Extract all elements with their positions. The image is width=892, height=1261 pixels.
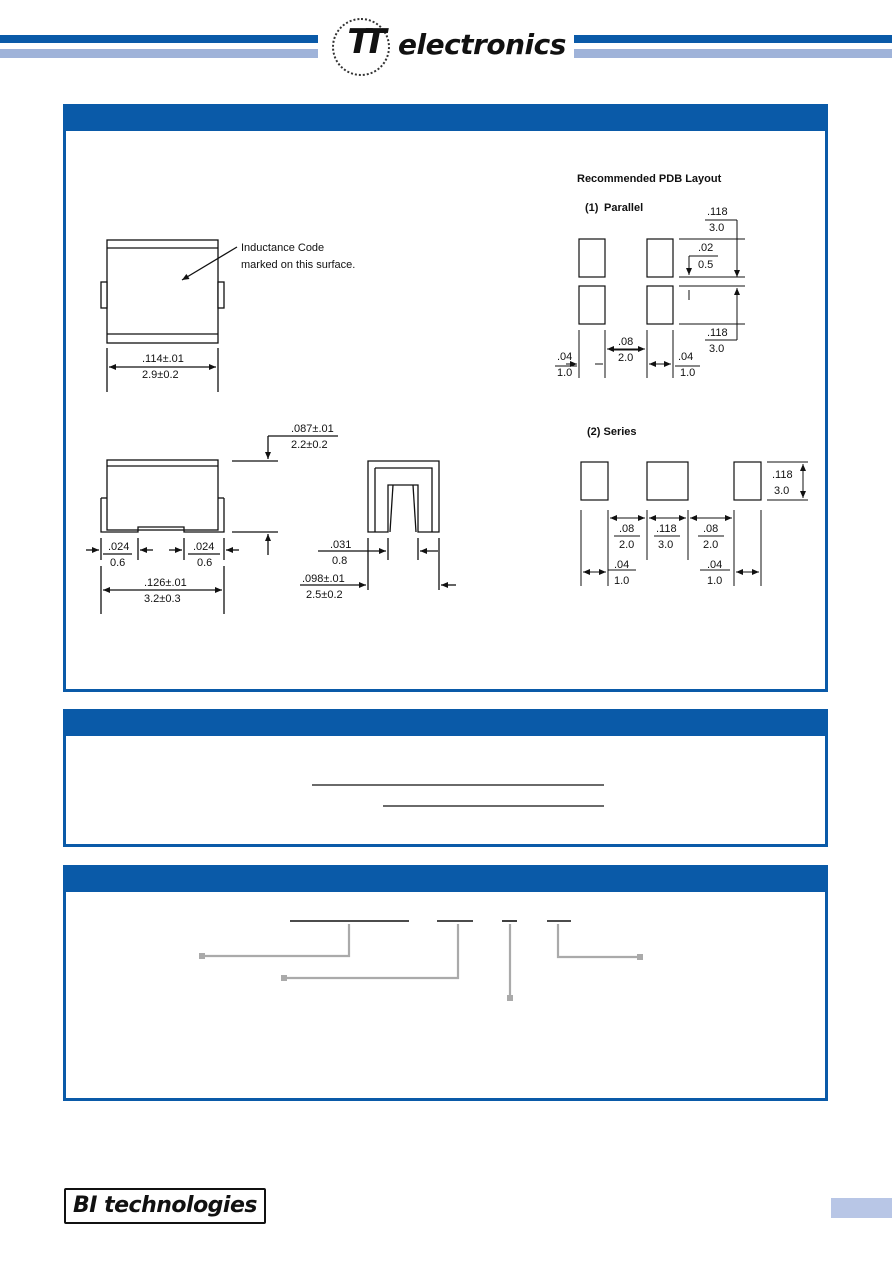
- ser-left-in: .04: [614, 559, 630, 571]
- par-left-in: .04: [557, 351, 573, 363]
- inductance-note-line2: marked on this surface.: [241, 259, 356, 271]
- ser-gap2-mm: 2.0: [703, 539, 719, 551]
- page-number-tab: [831, 1198, 892, 1218]
- tt-logo-mark: TT: [347, 22, 379, 62]
- leader-dot-2: [281, 975, 287, 981]
- series-label: (2) Series: [587, 426, 637, 438]
- end-total-mm: 2.5±0.2: [306, 589, 343, 601]
- par-gap-in: .02: [698, 242, 714, 254]
- terminal-left-mm: 0.6: [110, 557, 126, 569]
- ser-gap1-mm: 2.0: [619, 539, 635, 551]
- par-mid-mm: 2.0: [618, 352, 634, 364]
- end-total-in: .098±.01: [302, 573, 345, 585]
- ser-height-in: .118: [772, 469, 793, 481]
- top-width-mm: 2.9±0.2: [142, 369, 179, 381]
- leader-dot-1: [199, 953, 205, 959]
- leader-dot-3: [507, 995, 513, 1001]
- terminal-right-in: .024: [193, 541, 215, 553]
- ser-pad-mm: 3.0: [658, 539, 674, 551]
- leader-series: [203, 924, 349, 956]
- par-left-mm: 1.0: [557, 367, 573, 379]
- length-in: .126±.01: [144, 577, 187, 589]
- par-top-in: .118: [707, 206, 728, 218]
- bi-technologies-logo: BI technologies: [64, 1188, 266, 1224]
- ser-right-in: .04: [707, 559, 723, 571]
- parallel-num: (1): [585, 202, 599, 214]
- par-bottom-in: .118: [707, 327, 728, 339]
- end-width-mm: 0.8: [332, 555, 348, 567]
- ser-height-mm: 3.0: [774, 485, 790, 497]
- ser-left-mm: 1.0: [614, 575, 630, 587]
- par-right-mm: 1.0: [680, 367, 696, 379]
- ser-pad-in: .118: [656, 523, 677, 535]
- terminal-left-in: .024: [108, 541, 130, 553]
- terminal-right-mm: 0.6: [197, 557, 213, 569]
- par-top-mm: 3.0: [709, 222, 725, 234]
- inductance-note-line1: Inductance Code: [241, 242, 325, 254]
- ser-right-mm: 1.0: [707, 575, 723, 587]
- leader-inductance: [285, 924, 458, 978]
- length-mm: 3.2±0.3: [144, 593, 181, 605]
- top-width-in: .114±.01: [142, 353, 184, 365]
- end-width-in: .031: [330, 539, 352, 551]
- par-bottom-mm: 3.0: [709, 343, 725, 355]
- par-right-in: .04: [678, 351, 694, 363]
- par-mid-in: .08: [618, 336, 634, 348]
- par-gap-mm: 0.5: [698, 259, 714, 271]
- pcb-layout-title: Recommended PDB Layout: [577, 173, 722, 185]
- tt-logo-wordmark: electronics: [398, 28, 566, 61]
- ser-gap1-in: .08: [619, 523, 635, 535]
- height-in: .087±.01: [291, 423, 334, 435]
- leader-dot-4: [637, 954, 643, 960]
- part-number-leaders: [203, 924, 640, 998]
- height-mm: 2.2±0.2: [291, 439, 328, 451]
- leader-packaging: [558, 924, 640, 957]
- parallel-label: Parallel: [604, 202, 644, 214]
- ser-gap2-in: .08: [703, 523, 719, 535]
